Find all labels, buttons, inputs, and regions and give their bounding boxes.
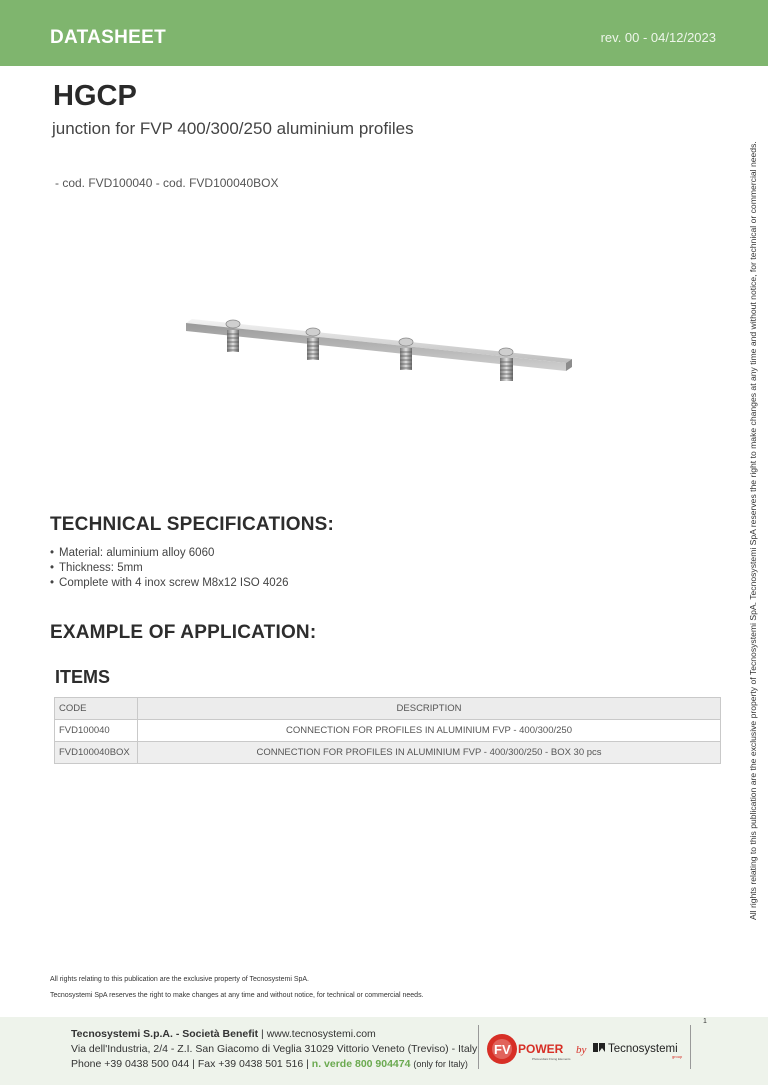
toll-free-note: (only for Italy) [413,1059,468,1069]
tecnosystemi-logo [593,1043,683,1059]
cell-code: FVD100040 [55,720,138,742]
by-text: by [576,1044,587,1056]
table-row [55,742,721,764]
doc-type-label: DATASHEET [50,27,166,48]
side-legal-note: All rights relating to this publication are the exclusive property of Tecnosystemi SpA. Tecnosystemi SpA reserves the right to make changes at any time and without notice, for technical or commercial needs. [748,141,758,920]
footer-divider [478,1025,479,1069]
company-phone: Phone +39 0438 500 044 [71,1058,190,1070]
spec-item: • Complete with 4 inox screw M8x12 ISO 4026 [50,576,289,591]
footer-divider [690,1025,691,1069]
company-address: Via dell'Industria, 2/4 - Z.I. San Giacomo di Veglia 31029 Vittorio Veneto (Treviso) - Italy [71,1043,478,1055]
separator: | [261,1028,264,1040]
legal-line-2: Tecnosystemi SpA reserves the right to make changes at any time and without notice, for technical or commercial needs. [50,992,424,999]
fv-power-logo [487,1034,571,1064]
tecnosystemi-mark-icon [593,1043,598,1052]
legal-notice [50,972,424,1004]
spec-item: • Material: aluminium alloy 6060 [50,546,289,561]
separator: | [192,1058,195,1070]
table-header-row [55,698,721,720]
specs-list [50,546,289,591]
brand-logos [486,1033,686,1065]
specs-heading: TECHNICAL SPECIFICATIONS: [50,514,335,535]
column-header-code: CODE [55,698,138,720]
company-fax: Fax +39 0438 501 516 [197,1058,304,1070]
cell-description: CONNECTION FOR PROFILES IN ALUMINIUM FVP - 400/300/250 - BOX 30 pcs [138,742,721,764]
application-heading: EXAMPLE OF APPLICATION: [50,622,317,643]
group-label: group [672,1054,683,1059]
fv-logo-text: FV [494,1042,511,1057]
company-website[interactable]: www.tecnosystemi.com [266,1028,376,1040]
items-heading: ITEMS [55,667,111,687]
separator: | [306,1058,309,1070]
product-title: HGCP [53,80,137,112]
tecnosystemi-logo-text: Tecnosystemi [608,1043,678,1055]
items-table [54,697,721,764]
legal-line-1: All rights relating to this publication are the exclusive property of Tecnosystemi SpA. [50,976,309,983]
spec-item: • Thickness: 5mm [50,561,289,576]
page-number: 1 [703,1018,707,1025]
revision-label: rev. 00 - 04/12/2023 [600,30,716,45]
power-logo-subtitle: Photovoltaic Fixing Elements [532,1057,571,1061]
cell-code: FVD100040BOX [55,742,138,764]
header-bar [0,0,768,66]
company-info [71,1027,477,1072]
product-subtitle: junction for FVP 400/300/250 aluminium profiles [52,119,414,138]
product-codes: - cod. FVD100040 - cod. FVD100040BOX [55,176,279,190]
toll-free-number: n. verde 800 904474 [311,1058,411,1070]
cell-description: CONNECTION FOR PROFILES IN ALUMINIUM FVP - 400/300/250 [138,720,721,742]
power-logo-text: POWER [518,1042,564,1056]
table-row [55,720,721,742]
column-header-description: DESCRIPTION [138,698,721,720]
footer [0,1017,768,1085]
company-name: Tecnosystemi S.p.A. - Società Benefit [71,1028,259,1040]
product-image [180,305,580,395]
